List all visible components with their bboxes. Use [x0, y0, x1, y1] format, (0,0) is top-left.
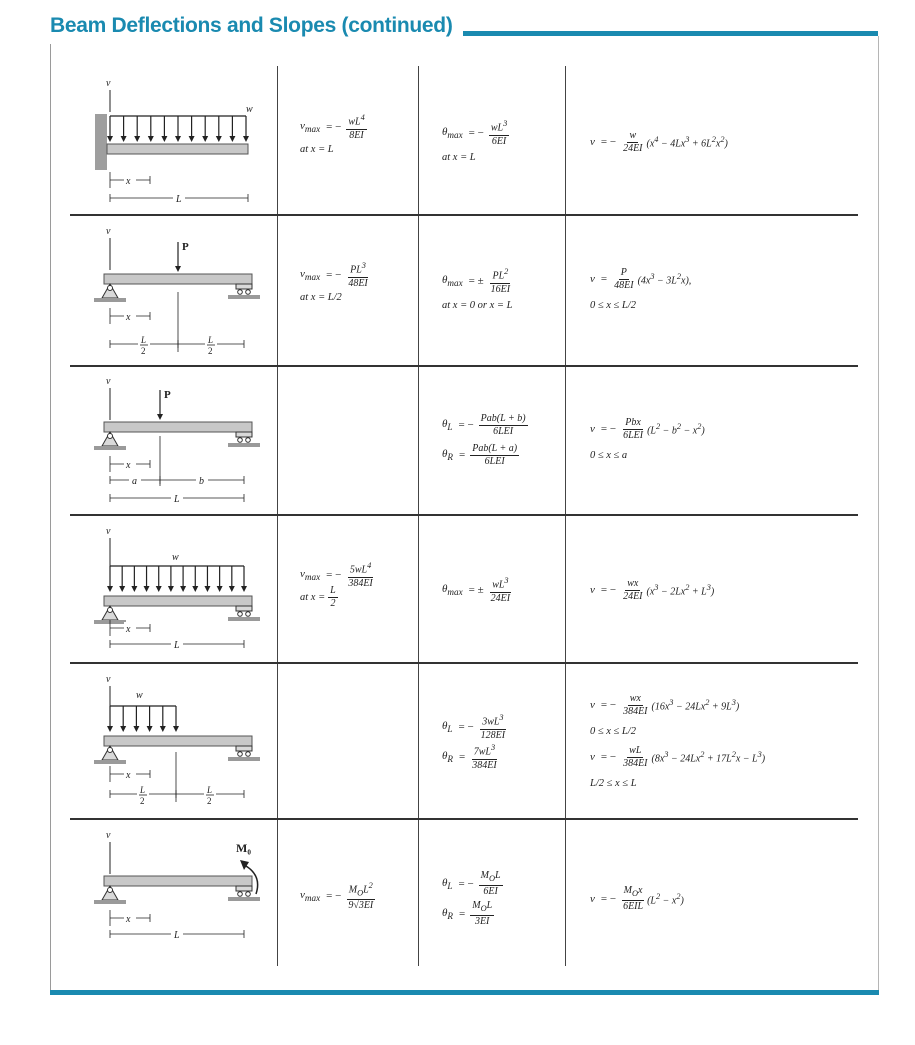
operator: =	[459, 449, 466, 461]
max-deflection-location: at x = L/2	[300, 291, 342, 303]
ground	[228, 443, 260, 447]
load-arrow-head	[119, 586, 125, 592]
fraction	[479, 413, 528, 438]
numerator: $PL^3$	[350, 261, 366, 276]
expression-tail: $(4x^3 - 3L^2x)$,	[637, 271, 692, 287]
denominator: 6EI	[483, 886, 498, 897]
roller-plate	[236, 746, 252, 751]
dimension-label: L	[176, 194, 182, 205]
slope-formula	[442, 899, 505, 929]
denominator: 9√3EI	[348, 900, 374, 912]
denominator: 384EI	[623, 757, 648, 769]
variable-symbol: $\theta_{max}$	[442, 582, 463, 598]
load-arrow-head	[133, 726, 139, 732]
load-label: w	[136, 690, 143, 701]
denominator: 384EI	[348, 577, 373, 589]
max-deflection-formula	[300, 562, 377, 588]
load-arrow-head	[192, 586, 198, 592]
slope-formula	[442, 712, 509, 742]
variable-symbol: $\theta_L$	[442, 417, 453, 433]
numerator: $wL^4$	[348, 113, 365, 128]
denominator: 6LEI	[623, 429, 644, 441]
dimension-label: L	[140, 785, 146, 795]
variable-symbol: $\theta_R$	[442, 749, 453, 765]
variable-symbol: $\theta_{max}$	[442, 125, 463, 141]
elastic-curve-range: L/2 ≤ x ≤ L	[590, 777, 637, 789]
dimension-label: 2	[207, 796, 212, 806]
numerator: Pab(L + a)	[472, 442, 518, 454]
expression-tail: $(x^4 - 4Lx^3 + 6L^2x^2)$	[646, 134, 728, 150]
row-divider	[70, 214, 858, 216]
slope-cell	[442, 266, 514, 314]
point-load-label: P	[164, 389, 171, 401]
operator: =	[459, 908, 466, 920]
pin-support	[94, 746, 126, 764]
variable-symbol: v	[590, 423, 595, 435]
dimension-label: L	[141, 335, 147, 345]
load-arrow-head	[144, 586, 150, 592]
numerator: Pbx	[625, 416, 641, 428]
fraction	[489, 118, 509, 147]
operator: = ±	[468, 275, 484, 287]
elastic-curve-cell	[590, 264, 691, 316]
roller-wheel	[238, 752, 243, 757]
beam-case-row	[0, 370, 915, 510]
denominator: 6LEI	[484, 455, 505, 467]
beam	[104, 274, 252, 284]
load-arrow-head	[229, 586, 235, 592]
max-deflection-cell	[300, 114, 369, 158]
max-deflection-cell	[300, 561, 377, 609]
bottom-rule	[50, 990, 879, 995]
fraction	[346, 560, 374, 589]
slope-location: at x = 0 or x = L	[442, 299, 513, 311]
fraction	[621, 578, 644, 603]
distributed-load	[107, 566, 247, 592]
slope-cell	[442, 410, 530, 470]
roller-support	[228, 746, 260, 761]
elastic-curve-formula	[590, 264, 691, 294]
load-label: w	[246, 104, 253, 115]
denominator: 384EI	[472, 759, 497, 771]
point-load-head	[175, 266, 181, 272]
slope-cell	[442, 712, 509, 772]
denominator: 48EI	[614, 279, 634, 291]
pin-support	[94, 284, 126, 302]
roller-support	[228, 606, 260, 621]
fraction	[621, 885, 645, 913]
slope-cell	[442, 118, 511, 166]
variable-symbol: $\theta_R$	[442, 906, 453, 922]
elastic-curve-range: 0 ≤ x ≤ L/2	[590, 299, 636, 311]
max-deflection-formula	[300, 880, 377, 912]
fixed-wall	[95, 114, 107, 170]
variable-symbol: $v_{max}$	[300, 888, 321, 904]
slope-location: at x = L	[442, 151, 476, 163]
elastic-curve-formula	[590, 575, 714, 605]
load-arrow-head	[161, 136, 167, 142]
x-label: x	[126, 460, 131, 471]
ground	[228, 897, 260, 901]
row-divider	[70, 818, 858, 820]
pin-support	[94, 432, 126, 450]
dimension-label: L	[174, 494, 180, 505]
dimension-label: 2	[208, 346, 213, 356]
pin-hinge	[108, 888, 113, 893]
fraction	[489, 575, 512, 604]
beam-diagram	[0, 668, 280, 816]
operator: =	[600, 273, 608, 285]
roller-wheel	[246, 892, 251, 897]
variable-symbol: $v_{max}$	[300, 567, 321, 583]
row-divider	[70, 514, 858, 516]
beam	[104, 736, 252, 746]
x-label: x	[126, 914, 131, 925]
operator: = −	[458, 878, 474, 890]
elastic-curve-range: 0 ≤ x ≤ a	[590, 449, 628, 461]
max-deflection-formula	[300, 114, 369, 140]
v-axis-label: v	[106, 830, 111, 841]
v-axis-label: v	[106, 376, 111, 387]
variable-symbol: v	[590, 751, 595, 763]
expression-tail: $(16x^3 - 24Lx^2 + 9L^3)$	[651, 697, 740, 713]
load-arrow-head	[134, 136, 140, 142]
operator: = −	[458, 721, 474, 733]
v-axis-label: v	[106, 78, 111, 89]
beam-case-row	[0, 824, 915, 974]
numerator: $M_Ox$	[622, 885, 645, 901]
moment-arrowhead	[240, 860, 249, 870]
operator: = ±	[468, 584, 484, 596]
load-arrow-head	[147, 726, 153, 732]
variable-symbol: $v_{max}$	[300, 119, 321, 135]
operator: = −	[458, 419, 474, 431]
variable-symbol: $v_{max}$	[300, 267, 321, 283]
operator: = −	[326, 569, 342, 581]
fraction	[346, 112, 366, 141]
dimension-label: L	[208, 335, 214, 345]
beam	[104, 422, 252, 432]
dimension-label: L	[207, 785, 213, 795]
elastic-curve-formula	[590, 742, 765, 772]
numerator: P	[620, 266, 627, 278]
denominator: 16EI	[490, 283, 511, 295]
roller-plate	[236, 284, 252, 289]
fraction	[470, 443, 519, 468]
denominator: 24EI	[623, 590, 643, 602]
load-arrow-head	[189, 136, 195, 142]
pin-support	[94, 886, 126, 904]
operator: = −	[326, 121, 342, 133]
dimension-label: b	[199, 476, 204, 487]
numerator: $M_OL$	[470, 900, 494, 916]
slope-formula	[442, 266, 514, 296]
numerator: $wL^3$	[490, 119, 508, 134]
load-arrow-head	[160, 726, 166, 732]
load-arrow-head	[131, 586, 137, 592]
numerator: $5wL^4$	[349, 561, 372, 576]
load-arrow-head	[180, 586, 186, 592]
load-arrow-head	[107, 586, 113, 592]
numerator: wx	[629, 692, 641, 704]
roller-wheel	[246, 290, 251, 295]
load-arrow-head	[107, 136, 113, 142]
slope-formula	[442, 118, 511, 148]
denominator: 6EI	[491, 135, 507, 147]
denominator: 48EI	[348, 277, 368, 289]
dimension-label: 2	[140, 796, 145, 806]
beam	[104, 876, 252, 886]
elastic-curve-cell	[590, 884, 684, 914]
numerator: $3wL^3$	[482, 713, 504, 728]
operator: = −	[600, 136, 617, 148]
page-title: Beam Deflections and Slopes (continued)	[50, 14, 453, 37]
numerator: $wL^3$	[492, 576, 509, 591]
operator: = −	[600, 423, 617, 435]
beam	[104, 596, 252, 606]
fraction	[470, 900, 494, 928]
numerator: w	[629, 129, 637, 141]
moment-label: M₀	[236, 841, 251, 855]
roller-wheel	[246, 612, 251, 617]
fraction	[346, 260, 369, 289]
ground	[94, 446, 126, 450]
numerator: Pab(L + b)	[480, 412, 526, 424]
point-load-label: P	[182, 241, 189, 253]
load-arrow-head	[173, 726, 179, 732]
roller-support	[228, 886, 260, 901]
x-label: x	[126, 176, 131, 187]
variable-symbol: $\theta_R$	[442, 447, 453, 463]
elastic-curve-formula	[590, 414, 705, 444]
ground	[228, 757, 260, 761]
dimension-label: L	[174, 640, 180, 651]
load-arrow-head	[229, 136, 235, 142]
numerator: $PL^2$	[492, 267, 509, 282]
beam	[107, 144, 248, 154]
beam-case-row	[0, 72, 915, 212]
operator: = −	[600, 699, 617, 711]
pin-hinge	[108, 434, 113, 439]
x-label: x	[126, 770, 131, 781]
beam-diagram	[0, 824, 280, 974]
roller-wheel	[238, 438, 243, 443]
fraction	[621, 693, 649, 718]
roller-wheel	[238, 290, 243, 295]
roller-support	[228, 284, 260, 299]
expression-tail: $(L^2 - x^2)$	[647, 891, 684, 907]
elastic-curve-range: 0 ≤ x ≤ L/2	[590, 725, 636, 737]
load-arrow-head	[241, 586, 247, 592]
beam-diagram	[0, 520, 280, 660]
slope-formula	[442, 575, 514, 605]
elastic-curve-cell	[590, 414, 705, 466]
row-divider	[70, 365, 858, 367]
denominator: 24EI	[490, 592, 511, 604]
load-arrow-head	[204, 586, 210, 592]
fraction	[470, 742, 498, 771]
operator: = −	[600, 893, 617, 905]
denominator: 3EI	[474, 916, 490, 927]
max-deflection-formula	[300, 262, 372, 288]
beam-case-row	[0, 668, 915, 816]
fraction	[479, 712, 507, 741]
denominator: 8EI	[349, 129, 364, 141]
point-load-head	[157, 414, 163, 420]
roller-wheel	[238, 612, 243, 617]
fraction	[621, 417, 645, 442]
slope-formula	[442, 742, 509, 772]
pin-hinge	[108, 608, 113, 613]
variable-symbol: $\theta_L$	[442, 876, 453, 892]
pin-hinge	[108, 748, 113, 753]
beam-case-row	[0, 520, 915, 660]
denominator: 24EI	[623, 142, 643, 154]
title-rule	[463, 31, 878, 36]
elastic-curve-formula	[590, 127, 728, 157]
expression-tail: $(8x^3 - 24Lx^2 + 17L^2x - L^3)$	[651, 749, 766, 765]
elastic-curve-cell	[590, 127, 728, 157]
operator: = −	[468, 127, 484, 139]
roller-plate	[236, 432, 252, 437]
denominator: 128EI	[480, 729, 506, 741]
numerator: $M_OL$	[479, 870, 503, 886]
ground	[228, 295, 260, 299]
variable-symbol: $\theta_{max}$	[442, 273, 463, 289]
dimension-label: L	[174, 930, 180, 941]
max-deflection-location: at x = $\frac{L}{2}$	[300, 584, 336, 609]
load-arrow-head	[243, 136, 249, 142]
load-arrow-head	[148, 136, 154, 142]
distributed-load	[107, 116, 249, 142]
roller-plate	[236, 606, 252, 611]
variable-symbol: v	[590, 273, 595, 285]
slope-formula	[442, 410, 530, 440]
row-divider	[70, 662, 858, 664]
fraction	[346, 880, 375, 912]
variable-symbol: v	[590, 136, 595, 148]
ground	[94, 900, 126, 904]
numerator: $M_OL^2$	[347, 880, 375, 900]
numerator: wx	[627, 577, 639, 589]
v-axis-label: v	[106, 674, 111, 685]
fraction	[621, 745, 649, 770]
pin-hinge	[108, 286, 113, 291]
x-label: x	[126, 624, 131, 635]
variable-symbol: v	[590, 893, 595, 905]
max-deflection-location: at x = L	[300, 143, 334, 155]
load-arrow-head	[175, 136, 181, 142]
fraction	[479, 870, 503, 898]
roller-wheel	[246, 752, 251, 757]
beam-diagram	[0, 72, 280, 212]
dimension-label: 2	[141, 346, 146, 356]
load-arrow-head	[120, 726, 126, 732]
v-axis-label: v	[106, 226, 111, 237]
load-arrow-head	[121, 136, 127, 142]
distributed-load	[107, 706, 179, 732]
numerator: wL	[629, 744, 642, 756]
beam-diagram	[0, 220, 280, 360]
elastic-curve-formula	[590, 690, 765, 720]
load-arrow-head	[107, 726, 113, 732]
beam-diagram	[0, 370, 280, 510]
elastic-curve-cell	[590, 690, 765, 794]
beam-case-row	[0, 220, 915, 360]
dimension-label: a	[132, 476, 137, 487]
variable-symbol: v	[590, 699, 595, 711]
variable-symbol: $\theta_L$	[442, 719, 453, 735]
operator: = −	[326, 890, 342, 902]
ground	[94, 760, 126, 764]
denominator: 6LEI	[493, 425, 514, 437]
ground	[228, 617, 260, 621]
slope-formula	[442, 440, 530, 470]
fraction	[489, 266, 512, 295]
max-deflection-cell	[300, 262, 372, 306]
denominator: 384EI	[623, 705, 648, 717]
operator: = −	[600, 584, 617, 596]
operator: = −	[600, 751, 617, 763]
load-label: w	[172, 552, 179, 563]
load-arrow-head	[156, 586, 162, 592]
numerator: $7wL^3$	[473, 743, 496, 758]
expression-tail: $(x^3 - 2Lx^2 + L^3)$	[646, 582, 715, 598]
ground	[94, 298, 126, 302]
v-axis-label: v	[106, 526, 111, 537]
x-label: x	[126, 312, 131, 323]
slope-formula	[442, 869, 505, 899]
roller-plate	[236, 886, 252, 891]
load-arrow-head	[217, 586, 223, 592]
max-deflection-cell	[300, 880, 377, 912]
load-arrow-head	[216, 136, 222, 142]
expression-tail: $(L^2 - b^2 - x^2)$	[647, 421, 705, 437]
elastic-curve-cell	[590, 575, 714, 605]
roller-wheel	[246, 438, 251, 443]
load-arrow-head	[168, 586, 174, 592]
elastic-curve-formula	[590, 884, 684, 914]
slope-cell	[442, 575, 514, 605]
slope-cell	[442, 869, 505, 929]
variable-symbol: v	[590, 584, 595, 596]
roller-support	[228, 432, 260, 447]
load-arrow-head	[202, 136, 208, 142]
operator: =	[459, 751, 466, 763]
operator: = −	[326, 269, 342, 281]
roller-wheel	[238, 892, 243, 897]
denominator: 6EIL	[623, 901, 644, 912]
fraction	[612, 267, 635, 292]
fraction	[621, 130, 644, 155]
